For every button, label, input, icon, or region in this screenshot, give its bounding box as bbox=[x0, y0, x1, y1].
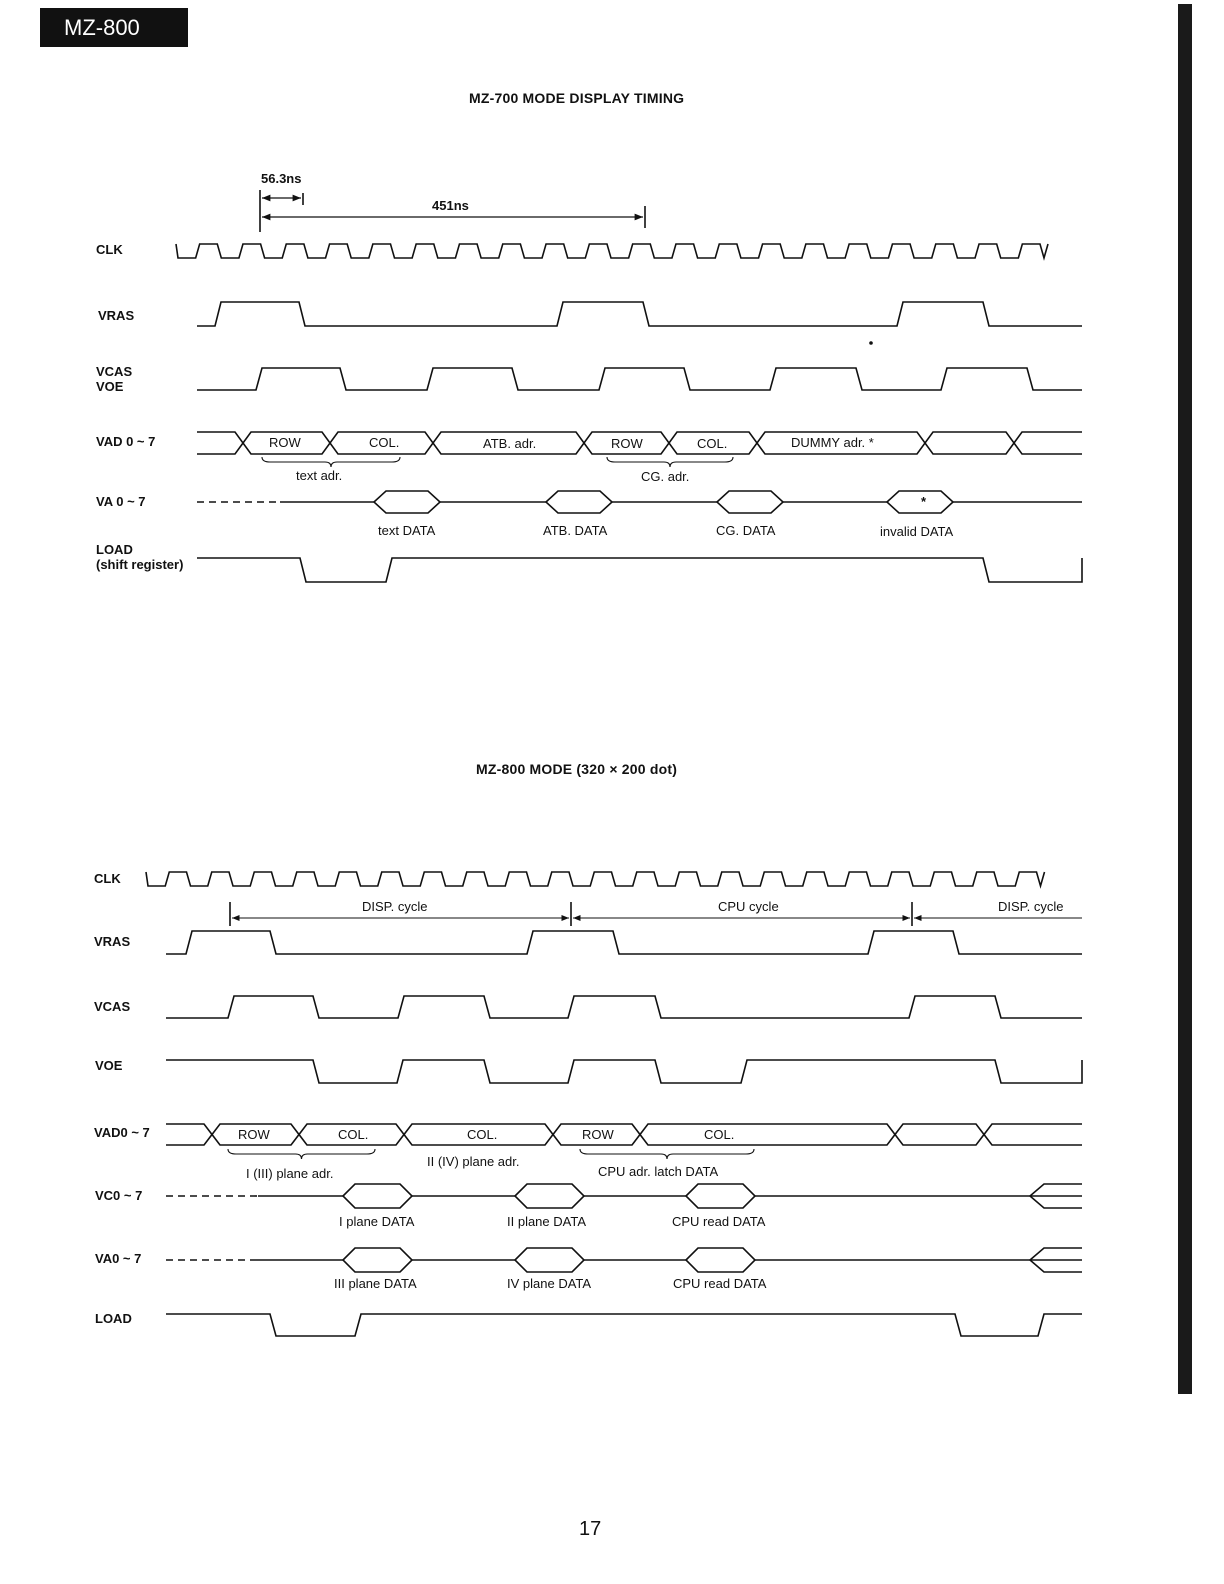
d2-load-wave bbox=[166, 1314, 1082, 1336]
d2-brace-cpu-latch bbox=[580, 1149, 754, 1159]
d1-group-text-adr: text adr. bbox=[296, 468, 343, 483]
d1-bus-dummy-adr: DUMMY adr. * bbox=[791, 435, 874, 450]
d2-bus-row-2: ROW bbox=[582, 1127, 614, 1142]
d1-signal-clk: CLK bbox=[96, 242, 123, 257]
d2-bus-row-1: ROW bbox=[238, 1127, 270, 1142]
d2-va-cpu-read: CPU read DATA bbox=[673, 1276, 767, 1291]
d2-vras-wave bbox=[166, 931, 1082, 954]
d1-vcas-voe-wave bbox=[197, 368, 1082, 390]
d1-dot-mark bbox=[869, 341, 873, 345]
diagram1-title: MZ-700 MODE DISPLAY TIMING bbox=[469, 90, 685, 106]
d2-bus-col-2: COL. bbox=[467, 1127, 498, 1142]
d1-clk-wave bbox=[176, 244, 1048, 258]
d2-clk-wave bbox=[146, 872, 1045, 886]
d2-cycle-disp-2: DISP. cycle bbox=[998, 899, 1064, 914]
d2-vc-eye-0 bbox=[343, 1184, 412, 1208]
d2-vc-plane1: I plane DATA bbox=[339, 1214, 415, 1229]
page-number: 17 bbox=[579, 1518, 602, 1540]
d2-signal-vras: VRAS bbox=[94, 934, 131, 949]
d2-group-cpu-latch: CPU adr. latch DATA bbox=[598, 1164, 719, 1179]
d1-bus-row-1: ROW bbox=[269, 435, 301, 450]
d2-signal-va: VA0 ~ 7 bbox=[95, 1251, 142, 1266]
d2-cycle-disp-1: DISP. cycle bbox=[362, 899, 428, 914]
timing-451ns-label: 451ns bbox=[432, 198, 469, 213]
d2-signal-vc: VC0 ~ 7 bbox=[95, 1188, 143, 1203]
d2-signal-voe: VOE bbox=[95, 1058, 123, 1073]
d2-va-plane4: IV plane DATA bbox=[507, 1276, 592, 1291]
d1-load-wave bbox=[197, 558, 1082, 582]
diagram2-title: MZ-800 MODE (320 × 200 dot) bbox=[476, 761, 678, 777]
d2-vad-bus-bottom bbox=[166, 1135, 1082, 1146]
d1-data-invalid: invalid DATA bbox=[880, 524, 954, 539]
d2-vc-cpu-read: CPU read DATA bbox=[672, 1214, 766, 1229]
d1-data-text: text DATA bbox=[378, 523, 436, 538]
d1-bus-col-1: COL. bbox=[369, 435, 400, 450]
d1-signal-va: VA 0 ~ 7 bbox=[96, 494, 146, 509]
d1-data-atb: ATB. DATA bbox=[543, 523, 608, 538]
d1-brace-text-adr bbox=[262, 457, 400, 467]
d2-vad-bus-top bbox=[166, 1124, 1082, 1135]
d1-data-cg: CG. DATA bbox=[716, 523, 776, 538]
d2-bus-col-1: COL. bbox=[338, 1127, 369, 1142]
d1-brace-cg-adr bbox=[607, 457, 733, 467]
model-badge: MZ-800 bbox=[40, 8, 188, 47]
d1-va-eye-0 bbox=[374, 491, 440, 513]
d1-group-cg-adr: CG. adr. bbox=[641, 469, 690, 484]
d2-signal-vad: VAD0 ~ 7 bbox=[94, 1125, 150, 1140]
d1-bus-col-2: COL. bbox=[697, 436, 728, 451]
d1-bus-row-2: ROW bbox=[611, 436, 643, 451]
d2-brace-plane1 bbox=[228, 1149, 375, 1159]
d1-va-eye-1 bbox=[546, 491, 612, 513]
d1-invalid-mark: * bbox=[921, 494, 927, 509]
d1-bus-atb-adr: ATB. adr. bbox=[483, 436, 537, 451]
d2-signal-clk: CLK bbox=[94, 871, 121, 886]
d2-group-plane2-adr: II (IV) plane adr. bbox=[427, 1154, 520, 1169]
d1-signal-vad: VAD 0 ~ 7 bbox=[96, 434, 156, 449]
d2-signal-vcas: VCAS bbox=[94, 999, 131, 1014]
d2-voe-wave bbox=[166, 1060, 1082, 1083]
d1-signal-vras: VRAS bbox=[98, 308, 135, 323]
d2-va-eye-2 bbox=[686, 1248, 755, 1272]
d2-vc-plane2: II plane DATA bbox=[507, 1214, 586, 1229]
d1-vras-wave bbox=[197, 302, 1082, 326]
d2-group-plane1-adr: I (III) plane adr. bbox=[246, 1166, 334, 1181]
d2-va-eye-0 bbox=[343, 1248, 412, 1272]
d2-vcas-wave bbox=[166, 996, 1082, 1018]
d2-cycle-cpu: CPU cycle bbox=[718, 899, 779, 914]
d2-vc-eye-2 bbox=[686, 1184, 755, 1208]
d2-bus-col-3: COL. bbox=[704, 1127, 735, 1142]
d2-va-plane3: III plane DATA bbox=[334, 1276, 417, 1291]
d1-signal-vcas-voe: VCAS VOE bbox=[96, 364, 133, 394]
d1-va-eye-3 bbox=[887, 491, 953, 513]
timing-56ns-label: 56.3ns bbox=[261, 171, 302, 186]
d1-signal-load: LOAD (shift register) bbox=[96, 542, 184, 572]
d2-va-eye-1 bbox=[515, 1248, 584, 1272]
d1-va-eye-2 bbox=[717, 491, 783, 513]
d2-signal-load: LOAD bbox=[95, 1311, 132, 1326]
d2-vc-eye-1 bbox=[515, 1184, 584, 1208]
